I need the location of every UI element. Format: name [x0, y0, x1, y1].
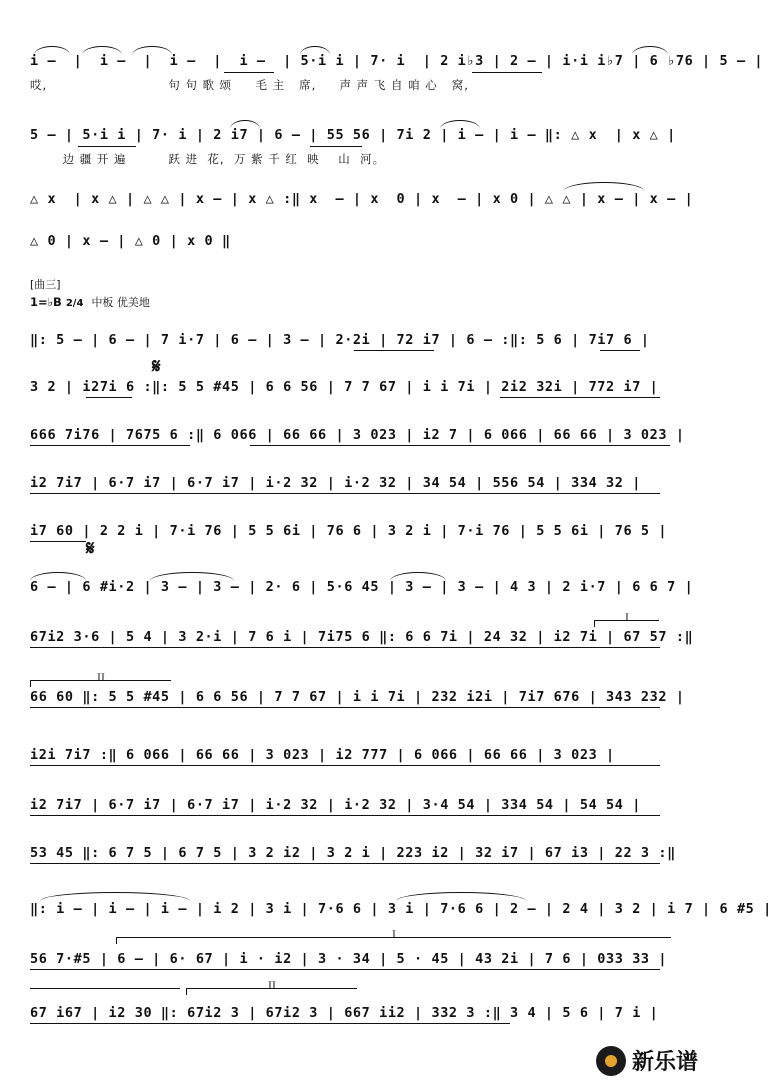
notation-line-12: 66 60 ‖: 5 5 #45 | 6 6 56 | 7 7 67 | i i 7i | 232 i2i | 7i7 676 | 343 232 |	[30, 689, 685, 705]
underline	[224, 72, 274, 73]
site-logo	[596, 1045, 698, 1076]
volta-label: II	[268, 981, 276, 992]
notation-line-11: 67i2 3·6 | 5 4 | 3 2·i | 7 6 i | 7i75 6 ‖: 6 6 7i | 24 32 | i2 7i | 67 57 :‖	[30, 629, 694, 645]
underline	[86, 397, 132, 398]
underline	[30, 815, 660, 816]
logo-text: 新乐谱	[631, 1050, 698, 1075]
underline	[30, 863, 660, 864]
slur	[632, 46, 668, 55]
notation-line-17: 56 7·#5 | 6 – | 6· 67 | i · i2 | 3 · 34 | 5 · 45 | 43 2i | 7 6 | 033 33 |	[30, 951, 668, 967]
notation-line-5: ‖: 5 – | 6 – | 7 i·7 | 6 – | 3 – | 2·2i | 72 i7 | 6 – :‖: 5 6 | 7i7 6 |	[30, 332, 650, 348]
notation-line-14: i2 7i7 | 6·7 i7 | 6·7 i7 | i·2 32 | i·2 32 | 3·4 54 | 334 54 | 54 54 |	[30, 797, 641, 813]
underline	[30, 647, 660, 648]
notation-line-3: △ x | x △ | △ △ | x – | x △ :‖ x – | x 0 | x – | x 0 | △ △ | x – | x – |	[30, 191, 694, 207]
notation-line-9: i7 60 | 2 2 i | 7·i 76 | 5 5 6i | 76 6 | 3 2 i | 7·i 76 | 5 5 6i | 76 5 |	[30, 523, 668, 539]
key-signature-line	[30, 294, 150, 310]
underline	[310, 146, 362, 147]
notation-line-18: 67 i67 | i2 30 ‖: 67i2 3 | 67i2 3 | 667 ii2 | 332 3 :‖ 3 4 | 5 6 | 7 i |	[30, 1005, 659, 1021]
notation-line-1: i – | i – | i – | i – | 5·i i | 7· i | 2 i♭3 | 2 – | i·i i♭7 | 6 ♭76 | 5 – |	[30, 53, 764, 69]
section-title: [曲三]	[30, 278, 61, 291]
slur	[396, 892, 526, 901]
notation-line-6: 3 2 | i27i 6 :‖: 5 5 #45 | 6 6 56 | 7 7 67 | i i 7i | 2i2 32i | 772 i7 |	[30, 379, 659, 395]
slur	[30, 572, 86, 581]
notation-line-7: 666 7i76 | 7675 6 :‖ 6 066 | 66 66 | 3 023 | i2 7 | 6 066 | 66 66 | 3 023 |	[30, 427, 685, 443]
notation-line-8: i2 7i7 | 6·7 i7 | 6·7 i7 | i·2 32 | i·2 32 | 34 54 | 556 54 | 334 32 |	[30, 475, 641, 491]
underline	[30, 707, 660, 708]
volta-bracket-2	[186, 981, 357, 995]
time-signature: 2/4	[65, 298, 84, 309]
volta-bracket-1	[594, 613, 659, 627]
slur	[440, 120, 480, 129]
slur	[564, 182, 644, 191]
key-signature: 1=♭B	[30, 295, 62, 309]
record-icon	[596, 1046, 626, 1076]
notation-line-16: ‖: i – | i – | i – | i 2 | 3 i | 7·6 6 | 3 i | 7·6 6 | 2 – | 2 4 | 3 2 | i 7 | 6 #5 |	[30, 901, 772, 917]
slur	[230, 120, 260, 129]
notation-line-4: △ 0 | x – | △ 0 | x 0 ‖	[30, 233, 231, 249]
underline	[30, 493, 660, 494]
underline	[30, 445, 190, 446]
slur	[34, 46, 70, 55]
underline	[600, 350, 640, 351]
lyric-line-2: 边 疆 开 遍 跃 进 花, 万 紫 千 红 映 山 河。	[30, 152, 386, 166]
notation-line-15: 53 45 ‖: 6 7 5 | 6 7 5 | 3 2 i2 | 3 2 i | 223 i2 | 32 i7 | 67 i3 | 22 3 :‖	[30, 845, 676, 861]
segno-mark: 𝄋	[86, 536, 95, 560]
slur	[40, 892, 190, 901]
notation-line-2: 5 – | 5·i i | 7· i | 2 i7 | 6 – | 55 56 | 7i 2 | i – | i – ‖: △ x | x △ |	[30, 127, 676, 143]
underline	[30, 1023, 510, 1024]
slur	[300, 46, 330, 55]
underline	[30, 541, 86, 542]
bracket-line	[30, 988, 180, 989]
volta-label: I	[392, 930, 396, 941]
volta-bracket-2	[30, 673, 171, 687]
notation-line-13: i2i 7i7 :‖ 6 066 | 66 66 | 3 023 | i2 777 | 6 066 | 66 66 | 3 023 |	[30, 747, 615, 763]
underline	[30, 969, 660, 970]
slur	[82, 46, 122, 55]
underline	[78, 146, 136, 147]
underline	[250, 445, 670, 446]
underline	[30, 765, 660, 766]
tempo-marking: 中板 优美地	[91, 296, 150, 309]
volta-label: I	[625, 613, 629, 624]
notation-line-10: 6 – | 6 #i·2 | 3 – | 3 – | 2· 6 | 5·6 45 | 3 – | 3 – | 4 3 | 2 i·7 | 6 6 7 |	[30, 579, 694, 595]
slur	[150, 572, 234, 581]
underline	[472, 72, 542, 73]
volta-bracket-1	[116, 930, 671, 944]
slur	[132, 46, 172, 55]
slur	[390, 572, 446, 581]
underline	[354, 350, 434, 351]
segno-mark: 𝄋	[152, 354, 161, 378]
underline	[500, 397, 660, 398]
lyric-line-1: 哎, 句 句 歌 颂 毛 主 席, 声 声 飞 自 咱 心 窝,	[30, 78, 469, 92]
volta-label: II	[97, 673, 105, 684]
